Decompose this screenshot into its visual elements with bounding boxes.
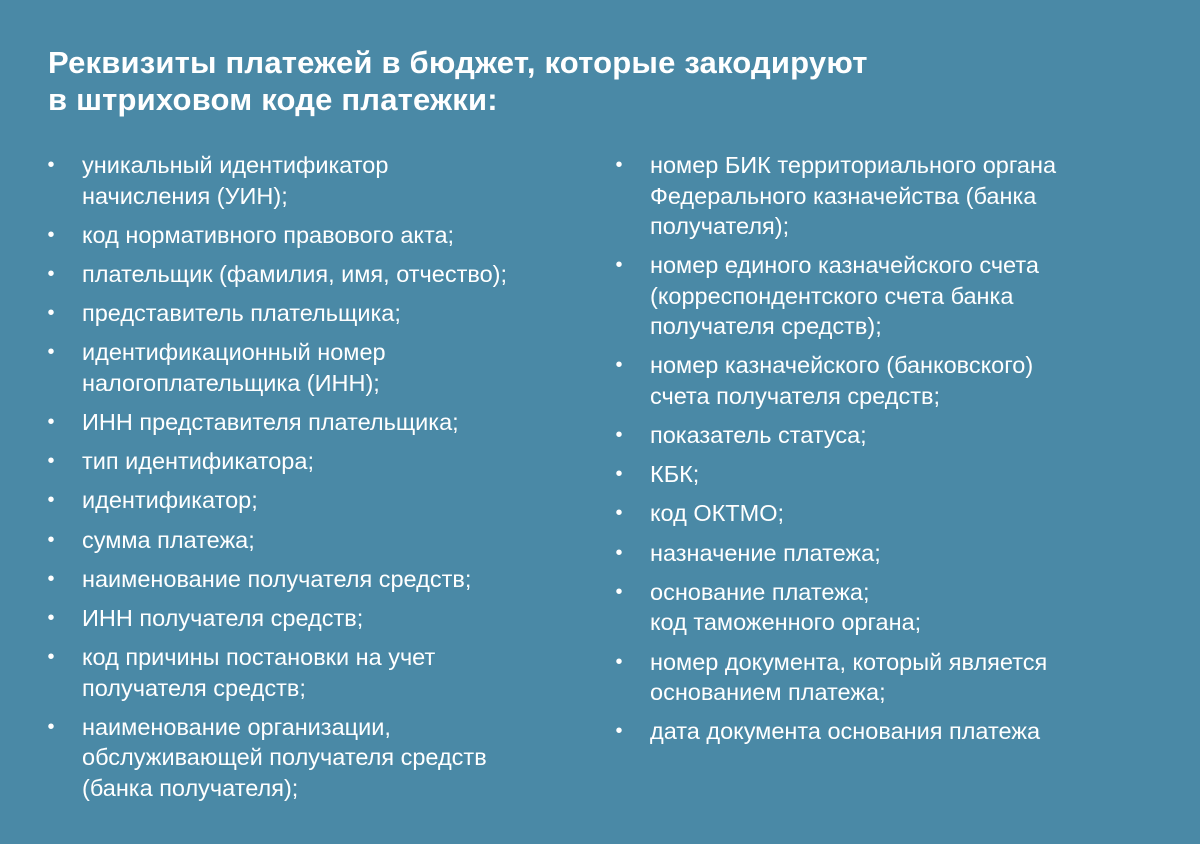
right-item-5 <box>614 459 1174 490</box>
right-item-8 <box>614 577 1174 638</box>
right-item-9 <box>614 647 1174 708</box>
right-item-line: (корреспондентского счета банка <box>650 282 1014 309</box>
right-item-text <box>650 250 1174 342</box>
right-item-text <box>650 350 1174 411</box>
left-item-text <box>82 712 586 804</box>
left-item-text <box>82 446 586 477</box>
bullet-icon: • <box>615 502 623 525</box>
right-item-text <box>650 577 1174 638</box>
left-item-line: сумма платежа; <box>82 526 255 553</box>
right-item-text <box>650 716 1174 747</box>
right-item-line: показатель статуса; <box>650 422 867 449</box>
right-item-7 <box>614 538 1174 569</box>
bullet-icon: • <box>615 254 623 277</box>
right-item-3 <box>614 350 1174 411</box>
left-item-line: идентификационный номер <box>82 339 386 366</box>
left-item-5 <box>46 337 586 398</box>
right-item-line: код ОКТМО; <box>650 500 785 527</box>
page-title-line-1: Реквизиты платежей в бюджет, которые закодируют <box>48 45 868 80</box>
left-item-text <box>82 337 586 398</box>
right-item-line: номер БИК территориального органа <box>650 152 1057 178</box>
bullet-icon: • <box>615 541 623 564</box>
left-item-text <box>82 564 586 595</box>
right-item-text <box>650 150 1174 242</box>
right-item-6 <box>614 498 1174 529</box>
left-item-line: код нормативного правового акта; <box>82 221 455 248</box>
right-item-line: Федерального казначейства (банка <box>650 182 1037 209</box>
left-item-text <box>82 298 586 329</box>
left-item-line: идентификатор; <box>82 487 258 514</box>
right-item-line: получателя); <box>650 213 790 239</box>
bullet-icon: • <box>47 223 55 246</box>
page-title-line-2: в штриховом коде платежки: <box>48 82 498 117</box>
right-item-line: номер единого казначейского счета <box>650 252 1039 279</box>
left-item-text <box>82 525 586 556</box>
bullet-icon: • <box>615 424 623 447</box>
left-item-12 <box>46 642 586 703</box>
left-item-text <box>82 220 586 251</box>
bullet-icon: • <box>615 354 623 377</box>
bullet-icon: • <box>47 528 55 551</box>
right-item-line: основанием платежа; <box>650 679 886 705</box>
right-item-line: основание платежа; <box>650 578 870 605</box>
right-item-text <box>650 647 1174 708</box>
left-item-line: тип идентификатора; <box>82 448 314 475</box>
bullet-icon: • <box>615 580 623 603</box>
right-item-2 <box>614 250 1174 342</box>
left-item-2 <box>46 220 586 251</box>
left-item-8 <box>46 485 586 516</box>
right-item-line: код таможенного органа; <box>650 609 922 636</box>
right-requisites-list <box>614 150 1174 755</box>
right-item-text <box>650 420 1174 451</box>
left-item-10 <box>46 564 586 595</box>
left-item-text <box>82 407 586 438</box>
left-item-text <box>82 150 586 211</box>
left-item-3 <box>46 259 586 290</box>
right-item-line: дата документа основания платежа <box>650 718 1041 745</box>
right-item-4 <box>614 420 1174 451</box>
bullet-icon: • <box>47 567 55 590</box>
right-item-1 <box>614 150 1174 242</box>
left-item-line: плательщик (фамилия, имя, отчество); <box>82 260 507 287</box>
left-item-9 <box>46 525 586 556</box>
left-item-text <box>82 642 586 703</box>
left-item-line: уникальный идентификатор <box>82 152 389 178</box>
bullet-icon: • <box>47 715 55 738</box>
left-item-6 <box>46 407 586 438</box>
bullet-icon: • <box>47 154 55 176</box>
left-item-1 <box>46 150 586 211</box>
left-item-line: представитель плательщика; <box>82 300 401 327</box>
left-item-11 <box>46 603 586 634</box>
left-item-text <box>82 259 586 290</box>
left-item-text <box>82 603 586 634</box>
bullet-icon: • <box>47 262 55 285</box>
left-item-line: наименование организации, <box>82 713 391 740</box>
left-requisites-list <box>46 150 586 812</box>
left-item-13 <box>46 712 586 804</box>
bullet-icon: • <box>47 646 55 669</box>
left-item-line: начисления (УИН); <box>82 182 288 209</box>
left-item-line: ИНН получателя средств; <box>82 604 364 631</box>
left-item-text <box>82 485 586 516</box>
bullet-icon: • <box>615 720 623 743</box>
left-item-line: код причины постановки на учет <box>82 644 436 671</box>
left-item-line: обслуживающей получателя средств <box>82 744 487 771</box>
right-item-line: номер казначейского (банковского) <box>650 352 1034 379</box>
left-item-4 <box>46 298 586 329</box>
page-title <box>48 44 868 118</box>
right-item-line: номер документа, который является <box>650 648 1048 675</box>
left-item-line: (банка получателя); <box>82 774 299 801</box>
left-item-line: налогоплательщика (ИНН); <box>82 369 380 396</box>
right-item-text <box>650 498 1174 529</box>
bullet-icon: • <box>615 463 623 486</box>
bullet-icon: • <box>615 650 623 673</box>
bullet-icon: • <box>47 410 55 433</box>
right-item-line: получателя средств); <box>650 313 882 340</box>
right-item-10 <box>614 716 1174 747</box>
left-item-line: ИНН представителя плательщика; <box>82 408 459 435</box>
bullet-icon: • <box>47 450 55 473</box>
right-item-line: назначение платежа; <box>650 539 881 566</box>
left-item-7 <box>46 446 586 477</box>
bullet-icon: • <box>47 489 55 512</box>
bullet-icon: • <box>47 341 55 364</box>
left-item-line: наименование получателя средств; <box>82 565 472 592</box>
bullet-icon: • <box>615 154 623 176</box>
right-item-line: счета получателя средств; <box>650 382 941 409</box>
bullet-icon: • <box>47 606 55 629</box>
right-item-line: КБК; <box>650 461 700 488</box>
right-item-text <box>650 459 1174 490</box>
right-item-text <box>650 538 1174 569</box>
left-item-line: получателя средств; <box>82 674 306 701</box>
bullet-icon: • <box>47 302 55 325</box>
